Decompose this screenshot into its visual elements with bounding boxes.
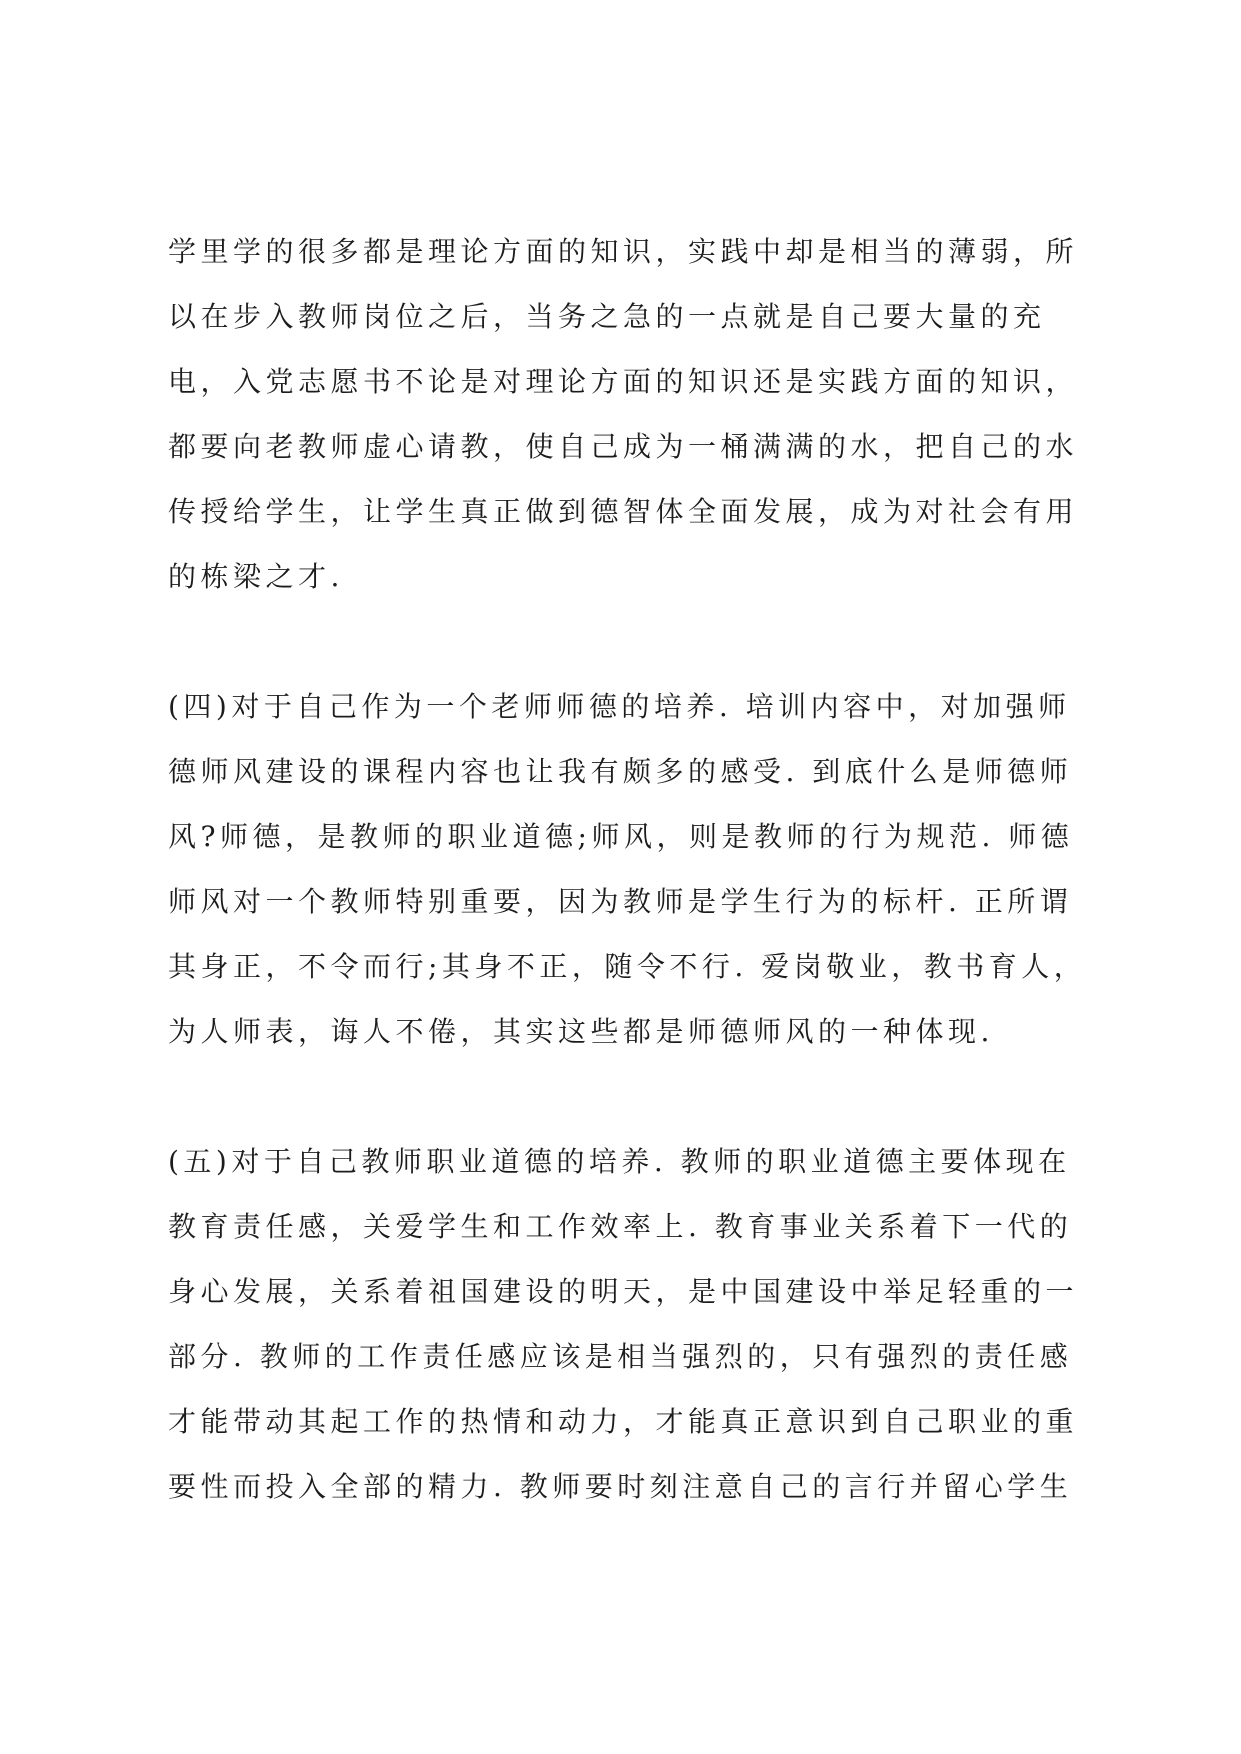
text-line: 传授给学生，让学生真正做到德智体全面发展，成为对社会有用: [168, 495, 1079, 528]
text-line: 学里学的很多都是理论方面的知识，实践中却是相当的薄弱，所: [168, 235, 1079, 268]
text-line: 为人师表，诲人不倦，其实这些都是师德师风的一种体现.: [168, 1015, 994, 1048]
text-line: 部分. 教师的工作责任感应该是相当强烈的，只有强烈的责任感: [168, 1340, 1073, 1373]
text-line: 都要向老教师虚心请教，使自己成为一桶满满的水，把自己的水: [168, 430, 1079, 463]
text-line: (四)对于自己作为一个老师师德的培养. 培训内容中，对加强师: [168, 690, 1071, 723]
text-line: 以在步入教师岗位之后，当务之急的一点就是自己要大量的充: [168, 300, 1046, 333]
text-line: (五)对于自己教师职业道德的培养. 教师的职业道德主要体现在: [168, 1145, 1071, 1178]
text-line: 才能带动其起工作的热情和动力，才能真正意识到自己职业的重: [168, 1405, 1079, 1438]
paragraph: [168, 674, 1168, 1064]
text-line: 风?师德，是教师的职业道德;师风，则是教师的行为规范. 师德: [168, 820, 1074, 853]
document-body: [168, 219, 1168, 1519]
text-line: 教育责任感，关爱学生和工作效率上. 教育事业关系着下一代的: [168, 1210, 1073, 1243]
paragraph: [168, 1129, 1168, 1519]
text-line: 的栋梁之才.: [168, 560, 344, 593]
text-line: 其身正，不令而行;其身不正，随令不行. 爱岗敬业，教书育人，: [168, 950, 1087, 983]
text-line: 身心发展，关系着祖国建设的明天，是中国建设中举足轻重的一: [168, 1275, 1079, 1308]
text-line: 要性而投入全部的精力. 教师要时刻注意自己的言行并留心学生: [168, 1470, 1073, 1503]
text-line: 德师风建设的课程内容也让我有颇多的感受. 到底什么是师德师: [168, 755, 1073, 788]
paragraph: [168, 219, 1168, 609]
text-line: 师风对一个教师特别重要，因为教师是学生行为的标杆. 正所谓: [168, 885, 1073, 918]
text-line: 电，入党志愿书不论是对理论方面的知识还是实践方面的知识，: [168, 365, 1079, 398]
